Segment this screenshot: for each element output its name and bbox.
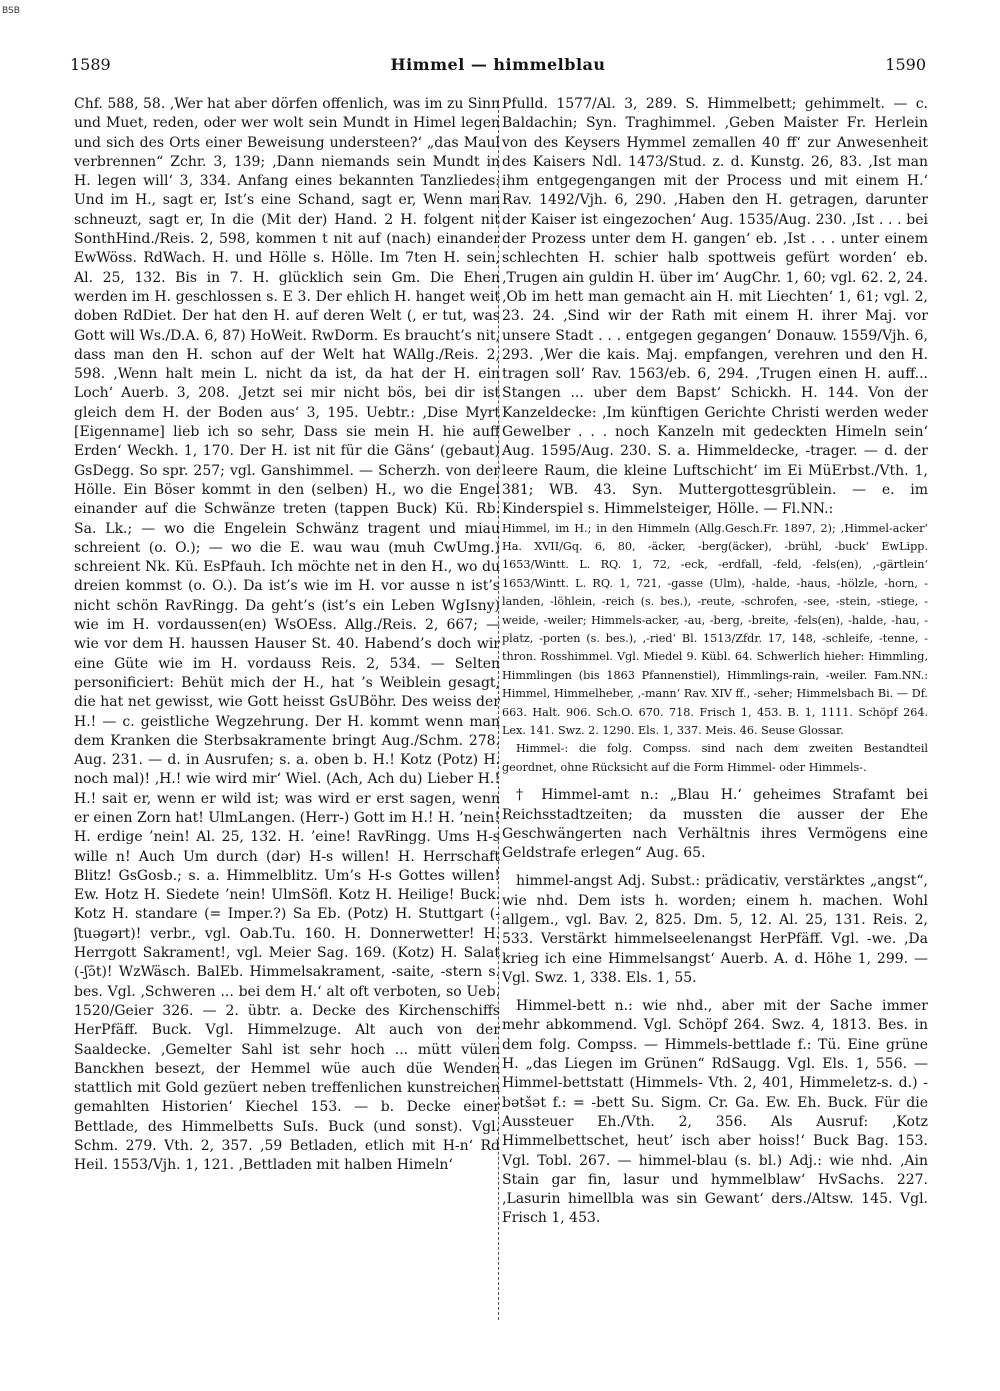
left-column-text: Chf. 588, 58. ‚Wer hat aber dörfen offenlich, was im zu Sinn und Muet, reden, oder wer wolt sein Mundt in Himel legen und sich des Orts einer Beweisung understeen?‘ „das Maul verbrennen“ Zchr. 3, 139; ‚Dann niemands sein Mundt in H. legen will‘ 3, 334. Anfang eines bekannten Tanzliedes: Und im H., sagt er, Ist’s eine Schand, sagt er, Wenn man schneuzt, sagt er, In die (Mit der) Hand. 2 H. folgent nit SonthHind./Reis. 2, 598, kommen t nit auf (nach) einander EwWöss. RdWach. H. und Hölle s. Hölle. Im 7ten H. sein, Al. 25, 132. Bis in 7. H. glücklich sein Gm. Die Ehen werden im H. geschlossen s. E 3. Der ehlich H. hanget weit doben RdDiet. Der hat den H. auf deren Welt (, er tut, was Gott will Ws./D.A. 6, 87) HoWeit. RwDorm. Es braucht’s nit, dass man den H. schon auf der Welt hat WAllg./Reis. 2, 598. ‚Wenn halt mein L. nicht da ist, da hat der H. ein Loch‘ Auerb. 3, 208. ‚Jetzt sei mir nicht bös, bei dir ist gleich dem H. der Boden aus‘ 3, 195. Uebtr.: ‚Dise Myrt [Eigenname] lieb ich so sehr, Dass sie mein H. hie auff Erden‘ Weckh. 1, 170. Der H. ist nit für die Gäns‘ (gebaut) GsDegg. So spr. 257; vgl. Ganshimmel. — Scherzh. von der Hölle. Ein Böser kommt in den (selben) H., wo die Engel einander auf die Schwänze treten (tappen Buck) Kü. Rb. Sa. Lk.; — wo die Engelein Schwänz tragent und miau schreient (o. O.); — wo die E. wau wau (muh CwUmg.) schreient Nk. Kü. EsPfauh. Ich möchte net in den H., wo du dreien kommst (o. O.). Da ist’s wie im H. vor ausse n ist’s nicht schön RavRingg. Da geht’s (ist’s ein Leben WgIsny) wie im H. vordaussen(en) WsOEss. Allg./Reis. 2, 667; — wie vor dem H. haussen Hauser St. 40. Habend’s doch wir eine Güte wie im H. vordauss Reis. 2, 534. — Selten personificiert: Behüt mich der H., hat ’s Weiblein gesagt, die hat net gewisst, wie Gott heisst GsUBöhr. Des weiss der H.! — c. geistliche Wegzehrung. Der H. kommt wenn man dem Kranken die Sterbsakramente bringt Aug./Schm. 278. Aug. 231. — d. in Ausrufen; s. a. oben b. H.! Kotz (Potz) H. noch mal)! ‚H.! wie wird mir‘ Wiel. (Ach, Ach du) Lieber H.! H.! sait er, wenn er wild ist; was wird er erst sagen, wenn er einen Zorn hat! UlmLangen. (Herr-) Gott im H.! H. ’nein! H. erdige ’nein! Al. 25, 132. H. ’eine! RavRingg. Ums H-s wille n! Auch Um durch (dər) H-s willen! H. Herrschaft Blitz! GsGosb.; s. a. Himmelblitz. Um’s H-s Gottes willen! Ew. Hotz H. Siedete ’nein! UlmSöfl. Kotz H. Heilige! Buck. Kotz H. standare (= Imper.?) Sa Eb. (Potz) H. Stuttgart (-ʃtuəgərt)! verbr., vgl. Oab.Tu. 160. H. Donnerwetter! H. Herrgott Sakrament!, vgl. Meier Sag. 169. (Kotz) H. Salat (-ʃɔ̄t)! WzWäsch. BalEb. Himmelsakrament, -saite, -stern s. bes. Vgl. ‚Schweren ... bei dem H.‘ alt oft verboten, so Ueb. 1520/Geier 326. — 2. übtr. a. Decke des Kirchenschiffs HerPfäff. Buck. Vgl. Himmelzuge. Alt auch von der Saaldecke. ‚Gemelter Sahl ist sehr hoch ... mütt vülen Banckhen besezt, der Hemmel wüe auch düe Wenden stattlich mit Gold gezüert neben treffenlichen kunstreichen gemahlten Historien‘ Kiechel 153. — b. Decke einer Bettlade, des Himmelbetts SuIs. Buck (und sonst). Vgl. Schm. 279. Vth. 2, 357. ‚59 Betladen, etlich mit H-n‘ Rd Heil. 1553/Vjh. 1, 121. ‚Bettladen mit halben Himeln‘ [74,96,500,1174]
entry-text: Pfulld. 1577/Al. 3, 289. S. Himmelbett; gehimmelt. — c. Baldachin; Syn. Traghimmel. ‚Geben Maister Fr. Herlein von des Keysers Hymmel zemallen 40 ff‘ zur Anwesenheit des Kaisers Ndl. 1473/Stud. z. d. Kunstg. 26, 83. ‚Ist man ihm entgegengangen mit der Process und mit einem H.‘ Rav. 1492/Vjh. 6, 290. ‚Haben den H. getragen, darunter der Kaiser ist eingezochen‘ Aug. 1535/Aug. 230. ‚Ist . . . bei der Prozess unter dem H. gangen‘ eb. ‚Ist . . . unter einem schlechten H. schier halb spottweis gefürt worden‘ eb. ‚Trugen ain guldin H. über im‘ AugChr. 1, 60; vgl. 62. 2, 24. ‚Ob im hett man gemacht ain H. mit Liechten‘ 1, 61; vgl. 2, 23. 24. ‚Sind wir der Rath mit einem H. ihrer Maj. vor unsere Stadt . . . entgegen gegangen‘ Donauw. 1559/Vjh. 6, 293. ‚Wer die kais. Maj. empfangen, verehren und den H. tragen soll‘ Rav. 1563/eb. 6, 294. ‚Trugen einen H. auff... Stangen ... uber dem Bapst‘ Schickh. H. 144. Von der Kanzeldecke: ‚Im künftigen Gerichte Christi werden weder Gewelber . . . noch Kanzeln mit gedeckten Himeln sein‘ Aug. 1595/Aug. 230. S. a. Himmeldecke, -trager. — d. der leere Raum, die kleine Luftschicht‘ im Ei MüErbst./Vth. 1, 381; WB. 43. Syn. Muttergottesgrüblein. — e. im Kinderspiel s. Himmelsteiger, Hölle. — Fl.NN.: [502,96,928,518]
page-header [70,55,926,77]
entry-himmel-angst: himmel-angst Adj. Subst.: prädicativ, verstärktes „angst“, wie nhd. Dem ists h. worden; einem h. machen. Wohl allgem., vgl. Bav. 2, 825. Dm. 5, 12. Al. 25, 131. Reis. 2, 533. Verstärkt himmelseelenangst HerPfäff. Vgl. -we. ‚Da krieg ich eine Himmelsangst‘ Auerb. A. d. Höhe 1, 299. — Vgl. Swz. 1, 338. Els. 1, 55. [502,873,928,986]
left-column [74,95,500,1365]
entry-himmel-bett: Himmel-bett n.: wie nhd., aber mit der Sache immer mehr abkommend. Vgl. Schöpf 264. Swz. 4, 1813. Bes. in dem folg. Compss. — Himmels-bettlade f.: Tü. Eine grüne H. „das Liegen im Grünen“ RdSaugg. Vgl. Els. 1, 556. — Himmel-bettstatt (Himmels- Vth. 2, 401, Himmeletz-s. d.) -bətšət f.: = -bett Su. Sigm. Cr. Ga. Ew. Eh. Buck. Für die Aussteuer Eh./Vth. 2, 356. Als Ausruf: ‚Kotz Himmelbettschet, heut’ isch aber hoiss!‘ Buck Bag. 153. Vgl. Tobl. 267. — himmel-blau (s. bl.) Adj.: wie nhd. ‚Ain Stain gar fin, lasur und hymmelblaw‘ HvSachs. 227. ‚Lasurin himellbla was sin Gewant‘ ders./Altsw. 145. Vgl. Frisch 1, 453. [502,998,928,1227]
page-number-left: 1589 [70,55,111,74]
place-names-text: Himmel, im H.; in den Himmeln (Allg.Gesch.Fr. 1897, 2); ‚Himmel-acker‘ Ha. XVII/Gq. 6, 80, -äcker, -berg(äcker), -brühl, -buck‘ EwLipp. 1653/Wintt. L. RQ. 1, 72, -eck, -erdfall, -feld, -fels(en), ‚-gärtlein‘ 1653/Wintt. L. RQ. 1, 721, -gasse (Ulm), -halde, -haus, -hölzle, -horn, -landen, -löhlein, -reich (s. bes.), -reute, -schrofen, -see, -stein, -stiege, -weide, -weiler; Himmels-acker, -au, -berg, -breite, -fels(en), -halde, -hau, -platz, -porten (s. bes.), ‚-ried‘ Bl. 1513/Zfdr. 17, 148, -schleife, -tenne, -thron. Rosshimmel. Vgl. Miedel 9. Kübl. 64. Schwerlich hieher: Himmling, Himmlingen (bis 1863 Pfannenstiel), Himmlings-rain, -weiler. Fam.NN.: Himmel, Himmelheber, ‚-mann‘ Rav. XIV ff., -seher; Himmelsbach Bi. — Df. 663. Halt. 906. Sch.O. 670. 718. Frisch 1, 453. B. 1, 1111. Schöpf 264. Lex. 141. Swz. 2. 1290. Els. 1, 337. Meis. 46. Seuse Glossar. [502,521,928,737]
entry-himmel-amt: † Himmel-amt n.: „Blau H.‘ geheimes Strafamt bei Reichsstadtzeiten; da mussten die ausser der Ehe Geschwängerten nach Verhältnis ihres Vermögens eine Geldstrafe erlegen“ Aug. 65. [502,787,928,862]
compounds-note: Himmel-: die folg. Compss. sind nach dem zweiten Bestandteil geordnet, ohne Rücksicht auf die Form Himmel- oder Himmels-. [502,742,928,774]
library-stamp: BSB [2,6,20,16]
right-column [502,95,928,1365]
running-title: Himmel — himmelblau [390,55,606,74]
page-number-right: 1590 [885,55,926,74]
